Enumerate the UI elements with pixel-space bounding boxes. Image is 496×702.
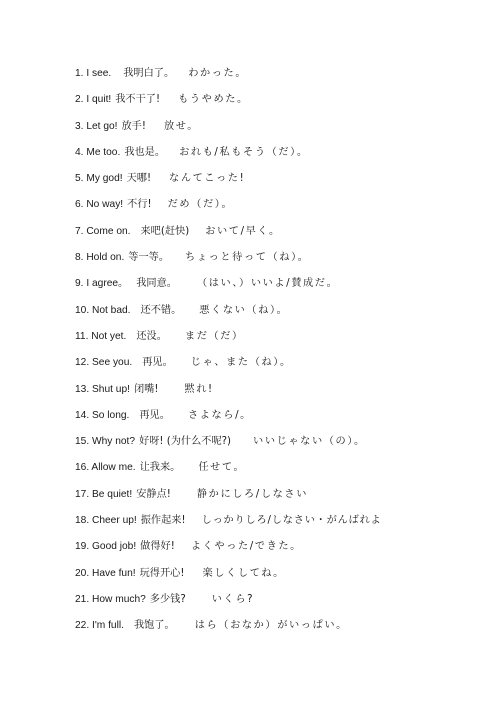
english-phrase: 7. Come on. [75, 225, 131, 237]
phrase-row [75, 407, 490, 433]
japanese-translation: まだ（だ） [184, 330, 244, 342]
japanese-translation: なんてこった! [169, 173, 246, 185]
phrase-row [75, 65, 490, 91]
japanese-translation: よくやった/できた。 [190, 541, 302, 553]
english-phrase: 3. Let go! [75, 120, 118, 132]
chinese-translation: 还没。 [136, 330, 167, 342]
english-phrase: 17. Be quiet! [75, 488, 133, 500]
chinese-translation: 再见。 [139, 409, 170, 421]
chinese-translation: 振作起来! [140, 515, 186, 527]
english-phrase: 5. My god! [75, 173, 123, 185]
japanese-translation: 放せ。 [163, 120, 200, 132]
chinese-translation: 安静点! [136, 488, 171, 500]
english-phrase: 8. Hold on. [75, 252, 125, 264]
english-phrase: 20. Have fun! [75, 567, 136, 579]
japanese-translation: おいて/早く。 [205, 225, 281, 237]
phrase-row [75, 433, 490, 459]
chinese-translation: 我也是。 [124, 146, 166, 158]
phrase-row [75, 565, 490, 591]
phrase-row [75, 591, 490, 617]
english-phrase: 18. Cheer up! [75, 515, 137, 527]
chinese-translation: 我明白了。 [123, 68, 175, 79]
english-phrase: 4. Me too. [75, 146, 121, 158]
english-phrase: 13. Shut up! [75, 383, 130, 395]
english-phrase: 14. So long. [75, 409, 130, 421]
chinese-translation: 好呀! (为什么不呢?) [139, 436, 232, 448]
phrase-row [75, 354, 490, 380]
chinese-translation: 我不干了! [115, 94, 161, 106]
japanese-translation: 任せて。 [198, 462, 246, 474]
phrase-row [75, 617, 490, 643]
chinese-translation: 再见。 [142, 357, 173, 369]
japanese-translation: ちょっと待って（ね）。 [185, 252, 310, 264]
english-phrase: 1. I see. [75, 68, 112, 79]
phrase-row [75, 196, 490, 222]
chinese-translation: 不行! [127, 199, 152, 211]
english-phrase: 10. Not bad. [75, 304, 131, 316]
chinese-translation: 多少钱? [149, 593, 186, 605]
phrase-row [75, 302, 490, 328]
phrase-row [75, 170, 490, 196]
japanese-translation: もうやめた。 [178, 94, 249, 106]
english-phrase: 19. Good job! [75, 541, 137, 553]
japanese-translation: いくら? [211, 593, 255, 605]
japanese-translation: はら（おなか）がいっぱい。 [194, 620, 348, 632]
english-phrase: 15. Why not? [75, 436, 136, 448]
japanese-translation: 静かにしろ/しなさい [196, 488, 308, 500]
phrase-row [75, 223, 490, 249]
english-phrase: 16. Allow me. [75, 462, 136, 474]
japanese-translation: 悪くない（ね）。 [199, 304, 289, 316]
phrase-row [75, 486, 490, 512]
chinese-translation: 天哪! [126, 173, 152, 185]
chinese-translation: 我同意。 [136, 278, 177, 290]
phrase-row [75, 91, 490, 117]
chinese-translation: 我饱了。 [133, 620, 175, 632]
phrase-list [75, 65, 490, 644]
chinese-translation: 放手! [121, 120, 146, 132]
phrase-row [75, 512, 490, 538]
english-phrase: 12. See you. [75, 357, 133, 369]
japanese-translation: さよなら/。 [187, 409, 252, 421]
english-phrase: 21. How much? [75, 593, 146, 605]
english-phrase: 6. No way! [75, 199, 124, 211]
phrase-row [75, 328, 490, 354]
phrase-row [75, 144, 490, 170]
phrase-row [75, 249, 490, 275]
chinese-translation: 让我来。 [139, 462, 181, 474]
english-phrase: 2. I quit! [75, 94, 112, 106]
chinese-translation: 闭嘴! [133, 383, 159, 395]
chinese-translation: 还不错。 [140, 304, 182, 316]
japanese-translation: 楽しくしてね。 [202, 567, 285, 579]
phrase-row [75, 538, 490, 564]
phrase-row [75, 275, 490, 301]
japanese-translation: わかった。 [188, 68, 248, 79]
japanese-translation: （はい、）いいよ/賛成だ。 [196, 278, 339, 290]
japanese-translation: 黙れ! [184, 383, 214, 395]
japanese-translation: だめ（だ）。 [167, 199, 234, 211]
japanese-translation: しっかりしろ/しなさい・がんばれよ [201, 515, 382, 527]
chinese-translation: 玩得开心! [139, 567, 185, 579]
phrase-row [75, 459, 490, 485]
english-phrase: 11. Not yet. [75, 330, 127, 342]
japanese-translation: おれも/私もそう（だ）。 [179, 146, 309, 158]
chinese-translation: 等一等。 [128, 252, 170, 264]
japanese-translation: いいじゃない（の）。 [253, 436, 366, 448]
phrase-row [75, 381, 490, 407]
japanese-translation: じゃ、また（ね）。 [190, 357, 292, 369]
chinese-translation: 做得好! [140, 541, 175, 553]
english-phrase: 9. I agree。 [75, 278, 129, 290]
chinese-translation: 来吧(赶快) [140, 225, 190, 237]
english-phrase: 22. I'm full. [75, 620, 124, 632]
phrase-row [75, 118, 490, 144]
